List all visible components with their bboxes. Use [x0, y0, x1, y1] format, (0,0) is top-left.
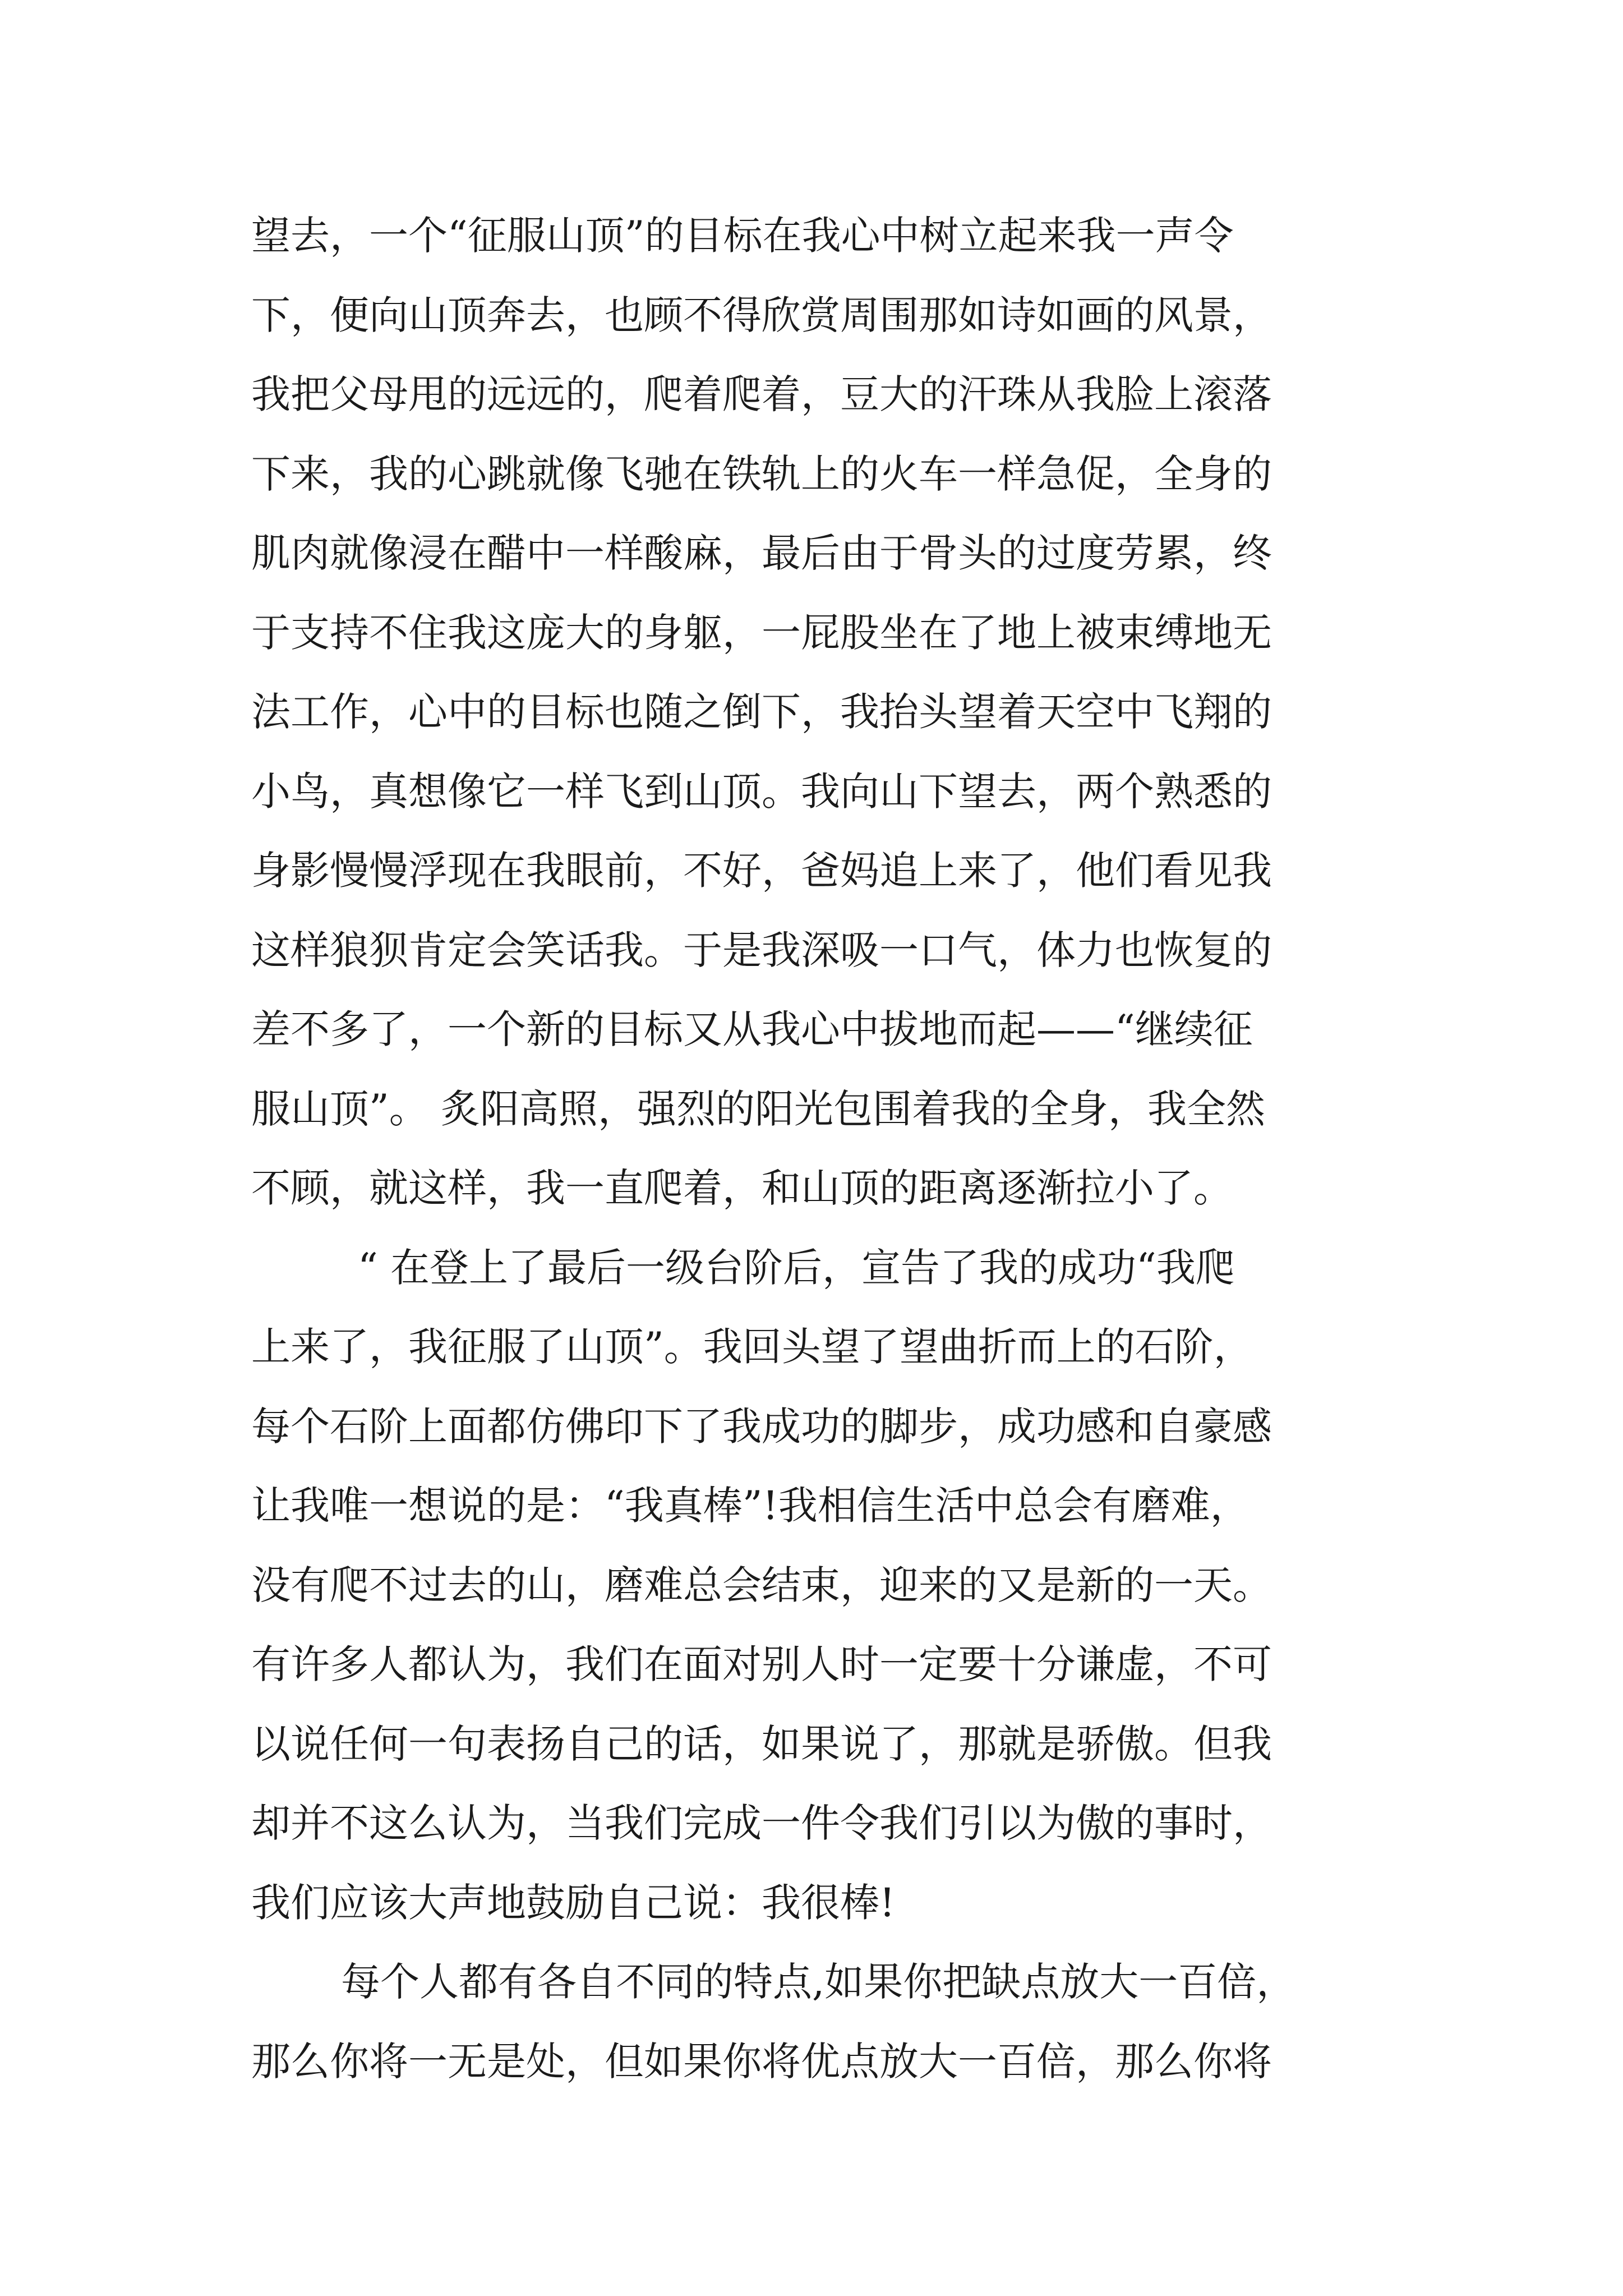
text-line: 下，便向山顶奔去，也顾不得欣赏周围那如诗如画的风景，: [251, 292, 1272, 338]
body-text: [251, 196, 1390, 2101]
text-line: 身影慢慢浮现在我眼前，不好，爸妈追上来了，他们看见我: [251, 848, 1272, 894]
text-line: “ 在登上了最后一级台阶后，宣告了我的成功“我爬: [358, 1244, 1235, 1291]
text-line: 有许多人都认为，我们在面对别人时一定要十分谦虚，不可: [251, 1641, 1272, 1687]
text-line: 于支持不住我这庞大的身躯，一屁股坐在了地上被束缚地无: [251, 609, 1272, 656]
text-line: 法工作，心中的目标也随之倒下，我抬头望着天空中飞翔的: [251, 689, 1272, 735]
text-line: 小鸟，真想像它一样飞到山顶。我向山下望去，两个熟悉的: [251, 768, 1272, 815]
text-line: 每个石阶上面都仿佛印下了我成功的脚步，成功感和自豪感: [251, 1403, 1272, 1450]
text-line: 以说任何一句表扬自己的话，如果说了，那就是骄傲。但我: [251, 1720, 1272, 1767]
text-line: 这样狼狈肯定会笑话我。于是我深吸一口气，体力也恢复的: [251, 927, 1272, 973]
text-line: 每个人都有各自不同的特点,如果你把缺点放大一百倍，: [341, 1959, 1296, 2005]
text-line: 没有爬不过去的山，磨难总会结束，迎来的又是新的一天。: [251, 1562, 1272, 1608]
text-line: 让我唯一想说的是：“我真棒”!我相信生活中总会有磨难，: [251, 1483, 1249, 1529]
text-line: 不顾，就这样，我一直爬着，和山顶的距离逐渐拉小了。: [251, 1165, 1233, 1211]
text-line: 上来了，我征服了山顶”。我回头望了望曲折而上的石阶，: [251, 1324, 1253, 1370]
text-line: 我把父母甩的远远的，爬着爬着，豆大的汗珠从我脸上滚落: [251, 371, 1272, 417]
text-line: 差不多了，一个新的目标又从我心中拔地而起——“继续征: [251, 1006, 1253, 1052]
text-line: 那么你将一无是处，但如果你将优点放大一百倍，那么你将: [251, 2038, 1272, 2085]
text-line: 下来，我的心跳就像飞驰在铁轨上的火车一样急促，全身的: [251, 450, 1272, 497]
text-line: 望去，一个“征服山顶”的目标在我心中树立起来我一声令: [251, 213, 1234, 259]
text-line: 我们应该大声地鼓励自己说：我很棒!: [251, 1879, 896, 1926]
text-line: 却并不这么认为，当我们完成一件令我们引以为傲的事时，: [251, 1800, 1272, 1846]
text-line: 服山顶”。 炙阳高照，强烈的阳光包围着我的全身，我全然: [251, 1085, 1266, 1132]
text-line: 肌肉就像浸在醋中一样酸麻，最后由于骨头的过度劳累，终: [251, 530, 1272, 576]
